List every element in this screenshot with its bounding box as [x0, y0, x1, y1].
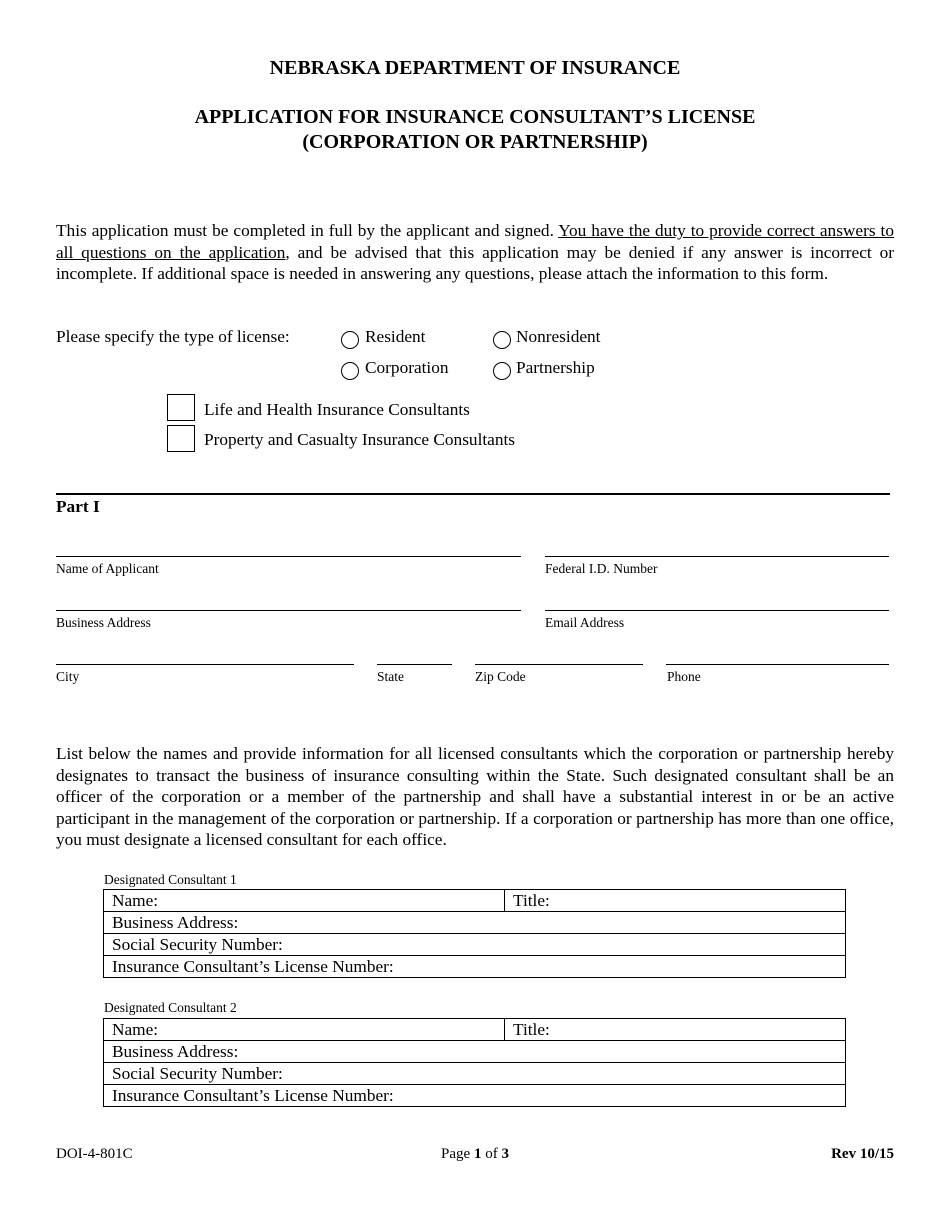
radio-partnership-label: Partnership [516, 358, 595, 377]
consultants-instructions: List below the names and provide information for all licensed consultants which the corporation or partnership hereby designates to transact the business of insurance consulting within the State. Such designated consultant shall be an officer of the corporation or a member of the partnership and shall have a substantial interest in or be an active participant in the management of the corporation or partnership. If a corporation or partnership has more than one office, you must designate a licensed consultant for each office. [56, 744, 894, 849]
state-label: State [377, 669, 404, 684]
zip-label: Zip Code [475, 669, 526, 684]
checkbox-life-health-label: Life and Health Insurance Consultants [204, 400, 470, 419]
federal-id-label: Federal I.D. Number [545, 561, 658, 576]
consultant-2-name-field[interactable]: Name: [104, 1019, 505, 1041]
consultant-1-name-field[interactable]: Name: [104, 890, 505, 912]
consultant-1-table [103, 889, 846, 978]
department-title: NEBRASKA DEPARTMENT OF INSURANCE [269, 57, 681, 79]
page-total: 3 [501, 1146, 509, 1162]
consultant-2-address-field[interactable]: Business Address: [104, 1041, 846, 1063]
checkbox-life-health[interactable] [167, 394, 195, 421]
radio-resident-label: Resident [365, 327, 426, 346]
part1-heading: Part I [56, 497, 100, 516]
intro-duty-text: You have the duty to provide correct answers to all questions on the application [56, 221, 894, 262]
page-prefix: Page [441, 1146, 474, 1162]
intro-text-1: This application must be completed in full by the applicant and signed. [56, 221, 559, 240]
applicant-name-line[interactable] [56, 556, 521, 557]
consultant-2-ssn-field[interactable]: Social Security Number: [104, 1063, 846, 1085]
table-row [104, 1041, 846, 1063]
page-current: 1 [473, 1146, 482, 1162]
checkbox-property-casualty[interactable] [167, 425, 195, 452]
table-row [104, 934, 846, 956]
page-of: of [481, 1146, 502, 1162]
section-divider [56, 493, 890, 495]
radio-corporation-label: Corporation [365, 358, 449, 377]
phone-label: Phone [667, 669, 701, 684]
radio-nonresident-label: Nonresident [516, 327, 601, 346]
consultant-2-caption: Designated Consultant 2 [104, 1000, 237, 1015]
applicant-name-label: Name of Applicant [56, 561, 159, 576]
consultant-2-license-field[interactable]: Insurance Consultant’s License Number: [104, 1085, 846, 1107]
business-address-line[interactable] [56, 610, 521, 611]
intro-paragraph [56, 220, 894, 285]
business-address-label: Business Address [56, 615, 151, 630]
radio-corporation[interactable] [341, 362, 359, 380]
consultant-1-caption: Designated Consultant 1 [104, 872, 237, 887]
email-label: Email Address [545, 615, 625, 630]
radio-partnership[interactable] [493, 362, 511, 380]
form-title-line2: (CORPORATION OR PARTNERSHIP) [302, 131, 648, 153]
table-row [104, 1019, 846, 1041]
table-row [104, 956, 846, 978]
table-row [104, 1063, 846, 1085]
consultant-1-ssn-field[interactable]: Social Security Number: [104, 934, 846, 956]
city-line[interactable] [56, 664, 354, 665]
form-title-line1: APPLICATION FOR INSURANCE CONSULTANT’S LICENSE [194, 106, 756, 128]
license-type-prompt: Please specify the type of license: [56, 327, 290, 346]
zip-line[interactable] [475, 664, 643, 665]
state-line[interactable] [377, 664, 452, 665]
revision-label: Rev 10/15 [831, 1146, 894, 1162]
phone-line[interactable] [666, 664, 889, 665]
consultant-2-title-field[interactable]: Title: [505, 1019, 846, 1041]
city-label: City [56, 669, 80, 684]
consultant-1-license-field[interactable]: Insurance Consultant’s License Number: [104, 956, 846, 978]
consultant-2-table [103, 1018, 846, 1107]
table-row [104, 1085, 846, 1107]
page-indicator [0, 1146, 950, 1163]
radio-resident[interactable] [341, 331, 359, 349]
federal-id-line[interactable] [545, 556, 889, 557]
checkbox-property-casualty-label: Property and Casualty Insurance Consultants [204, 430, 516, 449]
consultant-1-address-field[interactable]: Business Address: [104, 912, 846, 934]
intro-text-2: , and be advised that this application may be denied if any answer is incorrect or incomplete. If additional space is needed in answering any questions, please attach the information to this form. [56, 242, 894, 283]
consultant-1-title-field[interactable]: Title: [505, 890, 846, 912]
table-row [104, 912, 846, 934]
radio-nonresident[interactable] [493, 331, 511, 349]
table-row [104, 890, 846, 912]
email-line[interactable] [545, 610, 889, 611]
form-number: DOI-4-801C [56, 1146, 133, 1162]
